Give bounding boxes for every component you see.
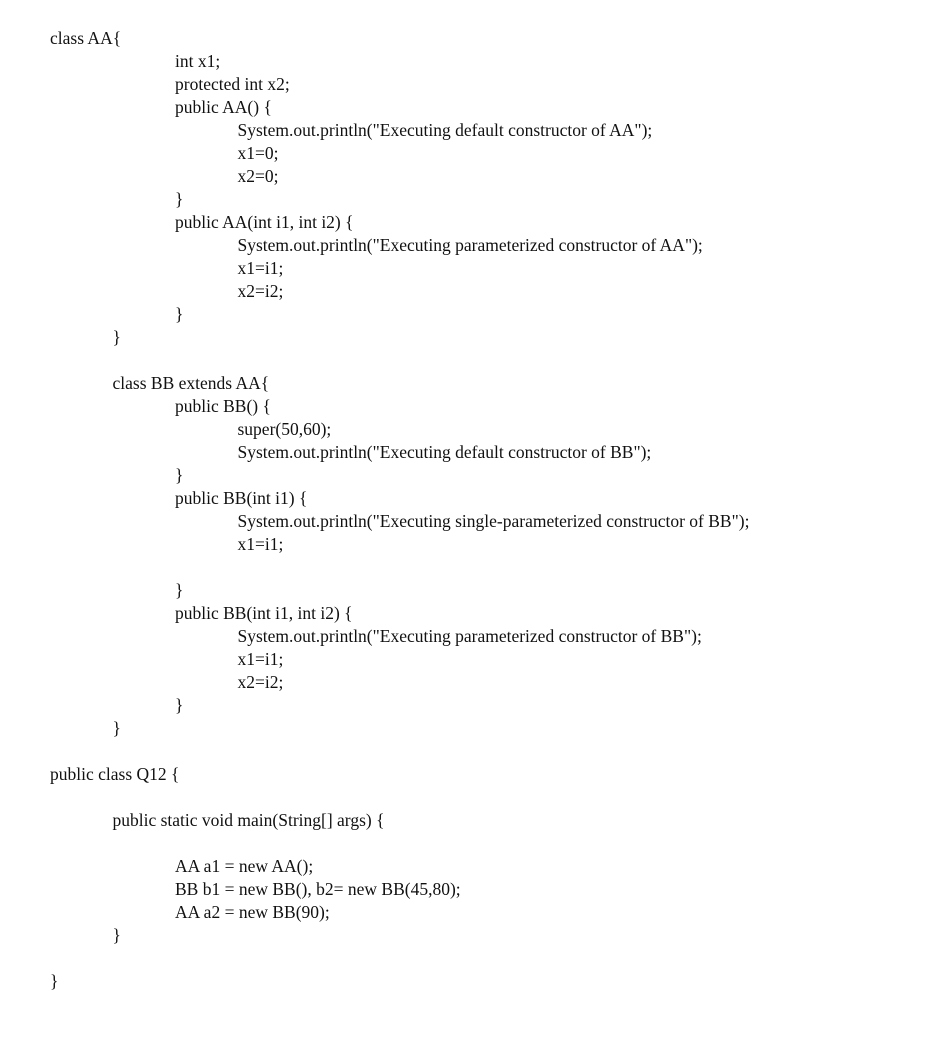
code-line: System.out.println("Executing parameterized constructor of BB"); bbox=[237, 626, 702, 646]
code-line: System.out.println("Executing single-parameterized constructor of BB"); bbox=[237, 511, 750, 531]
code-line: System.out.println("Executing parameterized constructor of AA"); bbox=[237, 235, 703, 255]
code-line-blank bbox=[50, 349, 936, 372]
code-line: } bbox=[112, 718, 121, 738]
code-line: class AA{ bbox=[50, 28, 122, 48]
code-line: int x1; bbox=[175, 51, 221, 71]
code-line: x1=i1; bbox=[237, 258, 284, 278]
code-line: x2=i2; bbox=[237, 281, 284, 301]
code-line: public BB() { bbox=[175, 396, 271, 416]
code-line-blank bbox=[50, 832, 936, 855]
code-line-blank bbox=[50, 786, 936, 809]
code-line: } bbox=[175, 695, 184, 715]
code-line: AA a1 = new AA(); bbox=[175, 856, 314, 876]
code-line: class BB extends AA{ bbox=[112, 373, 270, 393]
code-line: public static void main(String[] args) { bbox=[112, 810, 385, 830]
code-line: x1=i1; bbox=[237, 534, 284, 554]
code-line: x1=0; bbox=[237, 143, 279, 163]
code-line: } bbox=[112, 327, 121, 347]
code-line: x2=0; bbox=[237, 166, 279, 186]
code-line: } bbox=[50, 971, 59, 991]
code-line: System.out.println("Executing default constructor of BB"); bbox=[237, 442, 652, 462]
code-line: } bbox=[175, 304, 184, 324]
code-line: AA a2 = new BB(90); bbox=[175, 902, 330, 922]
code-line: } bbox=[175, 465, 184, 485]
code-line: public AA(int i1, int i2) { bbox=[175, 212, 354, 232]
java-code-listing bbox=[50, 27, 936, 993]
code-line: x2=i2; bbox=[237, 672, 284, 692]
code-line: } bbox=[175, 580, 184, 600]
code-line: public AA() { bbox=[175, 97, 272, 117]
code-line: public BB(int i1, int i2) { bbox=[175, 603, 353, 623]
code-line: x1=i1; bbox=[237, 649, 284, 669]
code-line: } bbox=[175, 189, 184, 209]
code-line: public class Q12 { bbox=[50, 764, 180, 784]
code-line: public BB(int i1) { bbox=[175, 488, 308, 508]
code-line-blank bbox=[50, 740, 936, 763]
code-line: } bbox=[112, 925, 121, 945]
code-line-blank bbox=[50, 556, 936, 579]
code-line: super(50,60); bbox=[237, 419, 332, 439]
code-line-blank bbox=[50, 947, 936, 970]
code-line: BB b1 = new BB(), b2= new BB(45,80); bbox=[175, 879, 461, 899]
code-line: System.out.println("Executing default constructor of AA"); bbox=[237, 120, 653, 140]
code-line: protected int x2; bbox=[175, 74, 290, 94]
